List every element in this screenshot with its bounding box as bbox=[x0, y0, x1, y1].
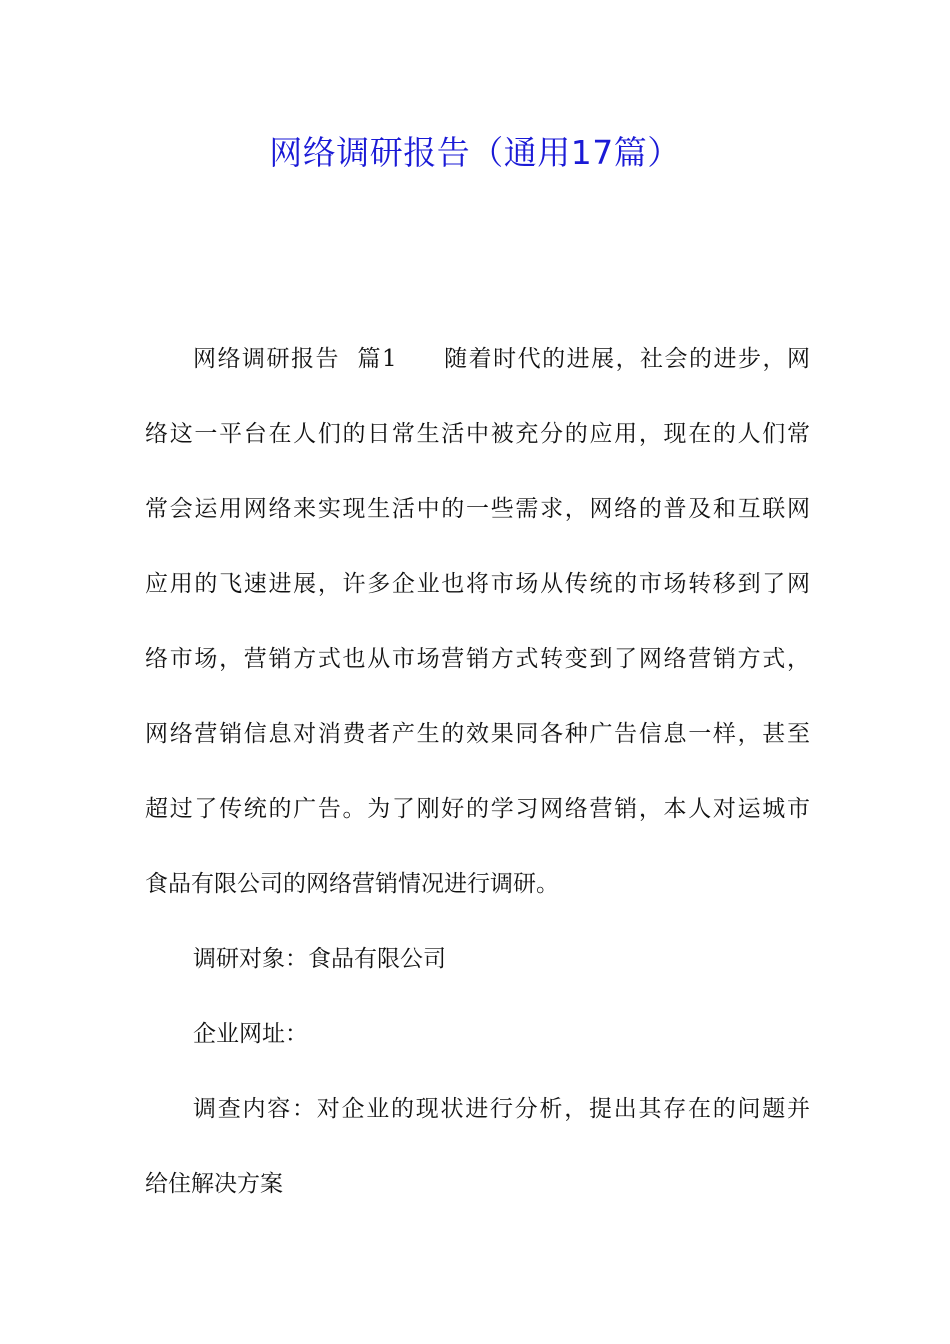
paragraph-intro bbox=[145, 322, 810, 922]
survey-content-line: 给住解决方案 bbox=[145, 1171, 283, 1197]
paragraph-line: 应用的飞速进展，许多企业也将市场从传统的市场转移到了网 bbox=[145, 571, 810, 597]
research-object-line: 调研对象：食品有限公司 bbox=[193, 946, 446, 972]
paragraph-line: 络市场，营销方式也从市场营销方式转变到了网络营销方式， bbox=[145, 646, 810, 672]
paragraph-company-website bbox=[145, 997, 810, 1072]
paragraph-survey-content bbox=[145, 1072, 810, 1222]
paragraph-line: 网络调研报告 篇1 随着时代的进展，社会的进步，网 bbox=[193, 346, 810, 372]
paragraph-line: 网络营销信息对消费者产生的效果同各种广告信息一样，甚至 bbox=[145, 721, 810, 747]
paragraph-research-object bbox=[145, 922, 810, 997]
paragraph-line: 超过了传统的广告。为了刚好的学习网络营销，本人对运城市 bbox=[145, 796, 810, 822]
document-title: 网络调研报告（通用17篇） bbox=[269, 133, 681, 172]
paragraph-line: 食品有限公司的网络营销情况进行调研。 bbox=[145, 871, 559, 897]
paragraph-line: 常会运用网络来实现生活中的一些需求，网络的普及和互联网 bbox=[145, 496, 810, 522]
document-body bbox=[145, 322, 810, 1222]
survey-content-line: 调查内容：对企业的现状进行分析，提出其存在的问题并 bbox=[193, 1096, 810, 1122]
section-heading: 网络调研报告 篇1 bbox=[193, 346, 397, 372]
paragraph-line: 络这一平台在人们的日常生活中被充分的应用，现在的人们常 bbox=[145, 421, 810, 447]
company-website-line: 企业网址： bbox=[193, 1021, 308, 1047]
